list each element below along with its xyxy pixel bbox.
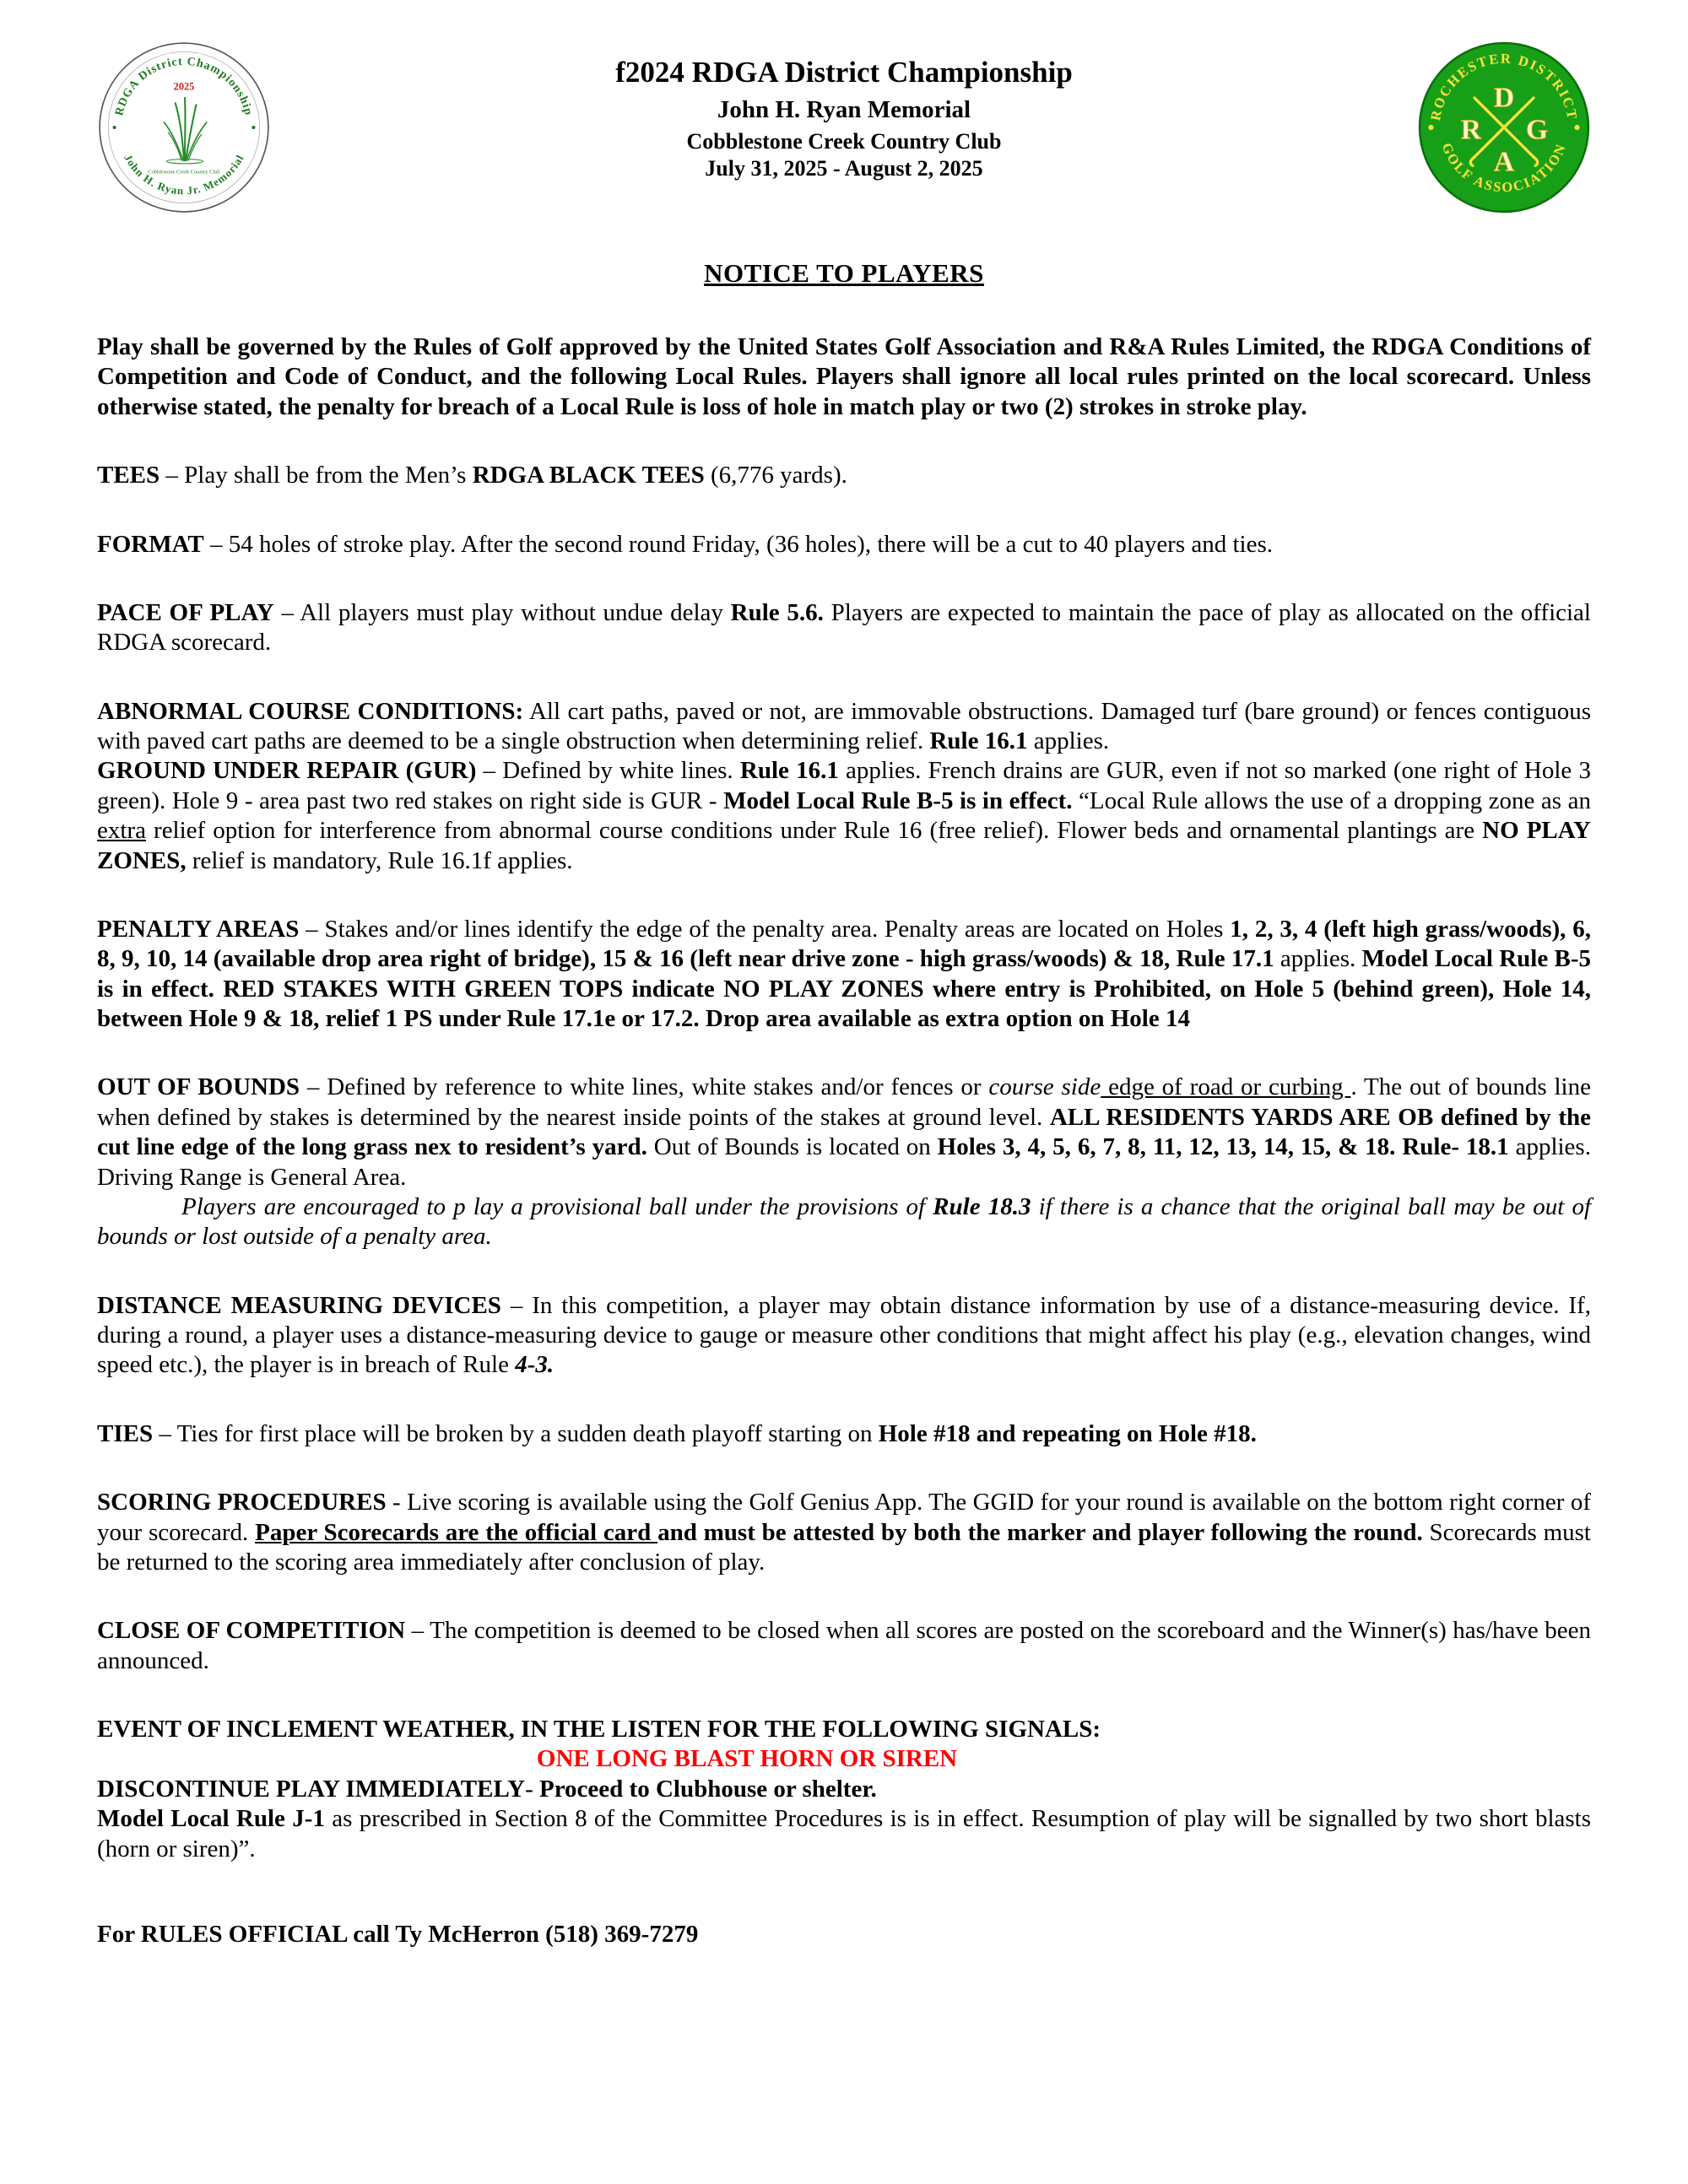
paragraph-ground-under-repair: GROUND UNDER REPAIR (GUR) – Defined by white lines. Rule 16.1 applies. French drains are GUR, even if not so marked (one right of Hole 3 green). Hole 9 - area past two red stakes on right side is GUR - Model Local Rule B-5 is in effect. “Local Rule allows the use of a dropping zone as an extra relief option for interference from abnormal course conditions under Rule 16 (free relief). Flower beds and ornamental plantings are NO PLAY ZONES, relief is mandatory, Rule 16.1f applies. — [97, 757, 1592, 874]
assoc-letter-g: G — [1525, 114, 1549, 146]
rules-official-contact: For RULES OFFICIAL call Ty McHerron (518) 369-7279 — [97, 1920, 699, 1948]
paragraph-discontinue-play: DISCONTINUE PLAY IMMEDIATELY- Proceed to Clubhouse or shelter. — [97, 1775, 877, 1803]
notice-body — [97, 332, 1591, 1949]
paragraph-ties: TIES – Ties for first place will be broken by a sudden death playoff starting on Hole #18 and repeating on Hole #18. — [97, 1419, 1257, 1447]
rdga-association-logo — [1417, 41, 1591, 214]
document-header — [97, 41, 1591, 214]
paragraph-distance-measuring-devices: DISTANCE MEASURING DEVICES – In this competition, a player may obtain distance information by use of a distance-measuring device. If, during a round, a player uses a distance-measuring device to gauge or measure other conditions that might affect his play (e.g., elevation changes, wind speed etc.), the player is in breach of Rule 4-3. — [97, 1291, 1591, 1379]
assoc-letter-a: A — [1493, 146, 1515, 178]
event-header-text — [271, 41, 1417, 181]
event-memorial-line: John H. Ryan Memorial — [717, 96, 971, 123]
seal-arc-top-text: RDGA District Championship — [113, 55, 255, 117]
championship-seal-icon — [97, 41, 271, 214]
assoc-arc-bottom-text: GOLF ASSOCIATION — [1438, 140, 1570, 196]
event-dates-line: July 31, 2025 - August 2, 2025 — [705, 156, 983, 181]
assoc-arc-top-text: ROCHESTER DISTRICT — [1427, 50, 1581, 122]
assoc-letter-d: D — [1493, 82, 1515, 114]
rdga-championship-seal — [97, 41, 271, 214]
seal-arc-bottom-text: John H. Ryan Jr. Memorial — [122, 152, 246, 197]
paragraph-tees: TEES – Play shall be from the Men’s RDGA BLACK TEES (6,776 yards). — [97, 462, 847, 489]
paragraph-governing-rules: Play shall be governed by the Rules of Golf approved by the United States Golf Association and R&A Rules Limited, the RDGA Conditions of Competition and Code of Conduct, and the following Local Rules. Players shall ignore all local rules printed on the local scorecard. Unless otherwise stated, the penalty for breach of a Local Rule is loss of hole in match play or two (2) strokes in stroke play. — [97, 333, 1591, 420]
paragraph-weather-signal: ONE LONG BLAST HORN OR SIREN — [536, 1745, 958, 1773]
notice-title: NOTICE TO PLAYERS — [704, 258, 984, 288]
golf-association-logo-icon — [1417, 41, 1591, 214]
paragraph-weather-local-rule: Model Local Rule J-1 as prescribed in Section 8 of the Committee Procedures is is in effect. Resumption of play will be signalled by two short blasts (horn or siren)”. — [97, 1805, 1591, 1862]
assoc-letter-r: R — [1460, 114, 1482, 146]
paragraph-provisional-ball: Players are encouraged to p lay a provisional ball under the provisions of Rule 18.3 if there is a chance that the original ball may be out of bounds or lost outside of a penalty area. — [97, 1192, 1591, 1251]
paragraph-abnormal-course-conditions: ABNORMAL COURSE CONDITIONS: All cart paths, paved or not, are immovable obstructions. Damaged turf (bare ground) or fences contiguous with paved cart paths are deemed to be a single obstruction when determining relief. Rule 16.1 applies. — [97, 697, 1592, 754]
event-title: f2024 RDGA District Championship — [615, 56, 1073, 89]
seal-small-text: Cobblestone Creek Country Club — [148, 169, 220, 176]
event-venue-line: Cobblestone Creek Country Club — [686, 129, 1002, 154]
paragraph-format: FORMAT – 54 holes of stroke play. After the second round Friday, (36 holes), there will be a cut to 40 players and ties. — [97, 530, 1274, 558]
paragraph-weather-heading: EVENT OF INCLEMENT WEATHER, IN THE LISTEN FOR THE FOLLOWING SIGNALS: — [97, 1716, 1101, 1743]
seal-year-text: 2025 — [173, 80, 195, 93]
paragraph-scoring-procedures: SCORING PROCEDURES - Live scoring is available using the Golf Genius App. The GGID for your round is available on the bottom right corner of your scorecard. Paper Scorecards are the official card and must be attested by both the marker and player following the round. Scorecards must be returned to the scoring area immediately after conclusion of play. — [97, 1489, 1591, 1576]
paragraph-out-of-bounds: OUT OF BOUNDS – Defined by reference to white lines, white stakes and/or fences or course side edge of road or curbing . The out of bounds line when defined by stakes is determined by the nearest inside points of the stakes at ground level. ALL RESIDENTS YARDS ARE OB defined by the cut line edge of the long grass nex to resident’s yard. Out of Bounds is located on Holes 3, 4, 5, 6, 7, 8, 11, 12, 13, 14, 15, & 18. Rule- 18.1 applies. Driving Range is General Area. — [97, 1073, 1591, 1191]
paragraph-pace-of-play: PACE OF PLAY – All players must play without undue delay Rule 5.6. Players are expected to maintain the pace of play as allocated on the official RDGA scorecard. — [97, 598, 1591, 657]
paragraph-close-of-competition: CLOSE OF COMPETITION – The competition is deemed to be closed when all scores are posted on the scoreboard and the Winner(s) has/have been announced. — [97, 1617, 1591, 1674]
paragraph-penalty-areas: PENALTY AREAS – Stakes and/or lines identify the edge of the penalty area. Penalty areas are located on Holes 1, 2, 3, 4 (left high grass/woods), 6, 8, 9, 10, 14 (available drop area right of bridge), 15 & 16 (left near drive zone - high grass/woods) & 18, Rule 17.1 applies. Model Local Rule B-5 is in effect. RED STAKES WITH GREEN TOPS indicate NO PLAY ZONES where entry is Prohibited, on Hole 5 (behind green), Hole 14, between Hole 9 & 18, relief 1 PS under Rule 17.1e or 17.2. Drop area available as extra option on Hole 14 — [97, 915, 1592, 1032]
